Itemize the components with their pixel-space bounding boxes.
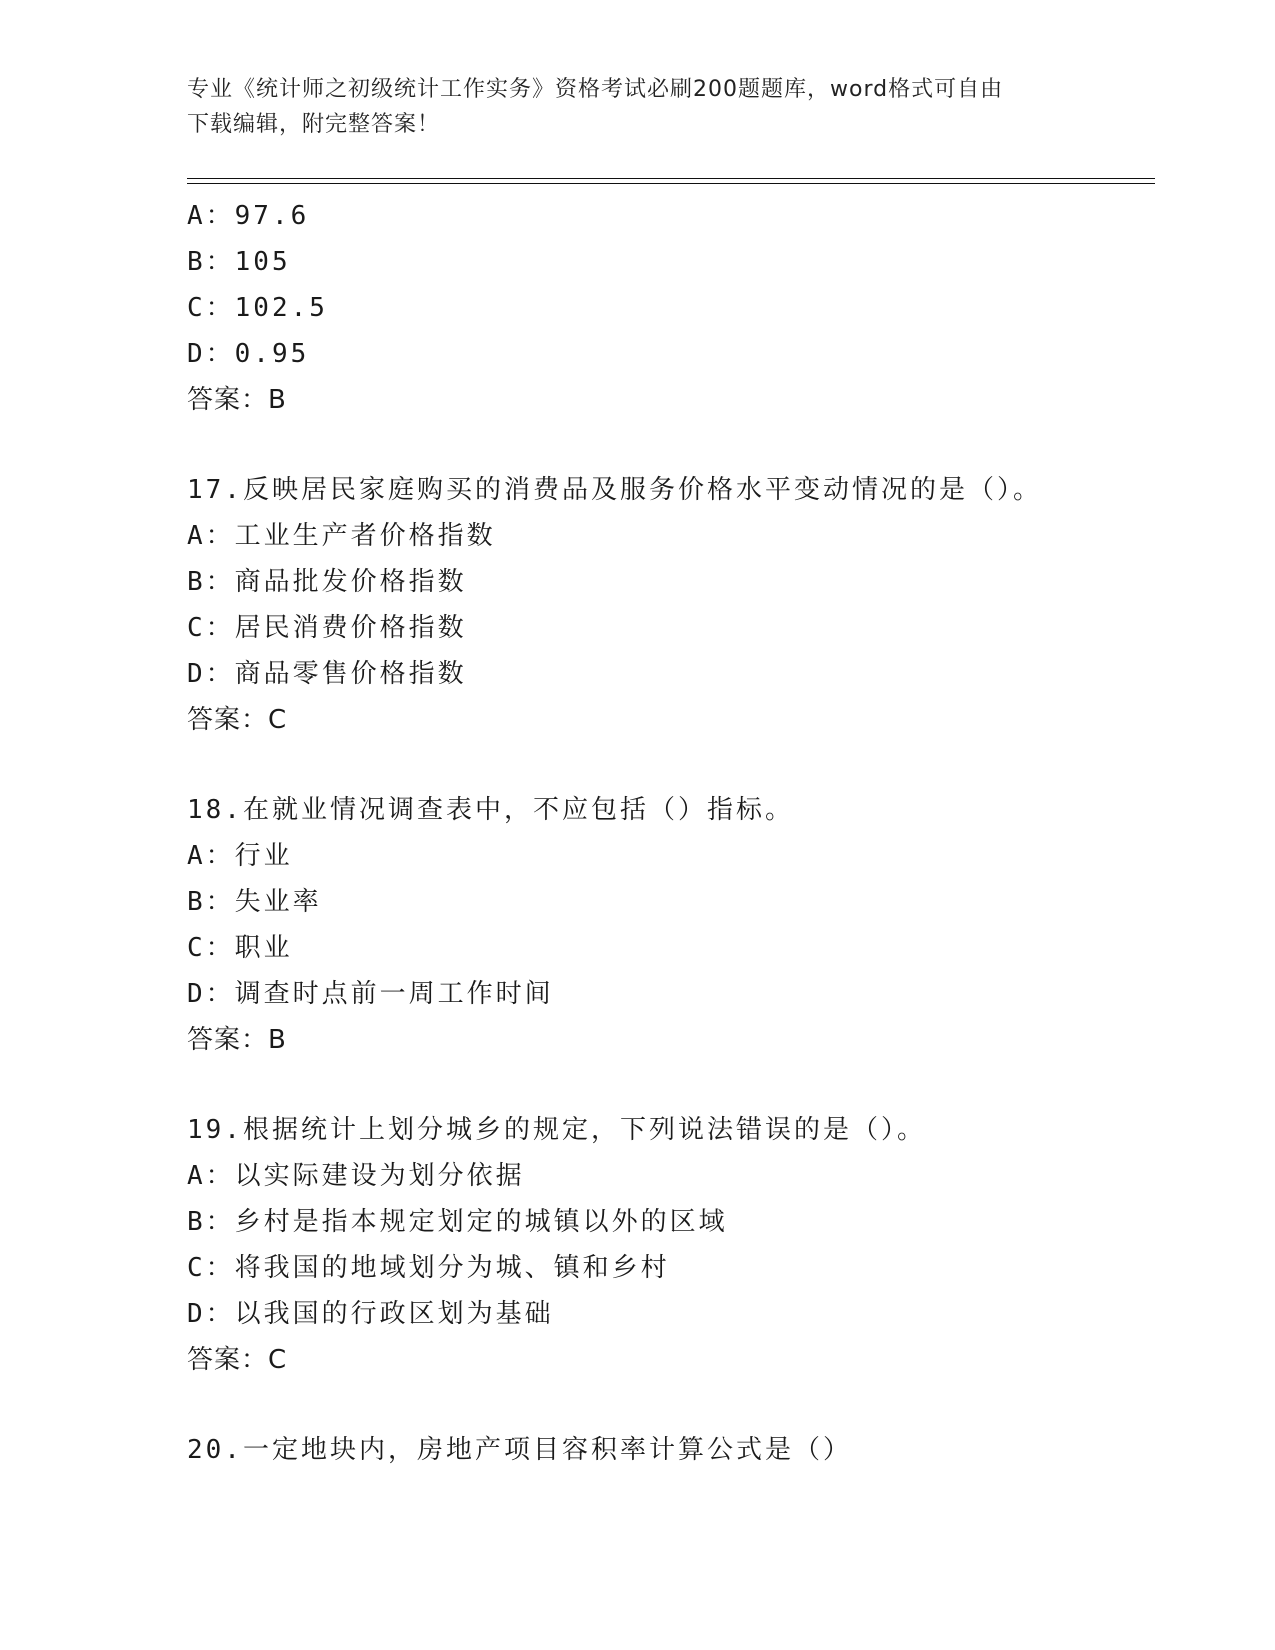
question-list [187,193,1147,1473]
option-a: A：97.6 [187,201,310,231]
option-b: B：商品批发价格指数 [187,567,467,597]
option-d: D：0.95 [187,339,310,369]
header-divider-bottom [187,183,1155,184]
option-c: C：居民消费价格指数 [187,613,467,643]
option-c: C：将我国的地域划分为城、镇和乡村 [187,1253,670,1283]
question-block-20 [187,1427,1147,1473]
option-b: B：105 [187,247,291,277]
question-block-18 [187,787,1147,1063]
question-stem: 17.反映居民家庭购买的消费品及服务价格水平变动情况的是（）。 [187,475,1042,505]
answer-line: 答案：B [187,385,287,415]
option-b: B：乡村是指本规定划定的城镇以外的区域 [187,1207,728,1237]
option-a: A：行业 [187,841,293,871]
question-stem: 19.根据统计上划分城乡的规定，下列说法错误的是（）。 [187,1115,926,1145]
question-block-17 [187,467,1147,743]
header-divider-top [187,178,1155,179]
answer-line: 答案：C [187,705,288,735]
option-a: A：工业生产者价格指数 [187,521,496,551]
option-c: C：102.5 [187,293,328,323]
question-block-16 [187,193,1147,423]
header-title-line-2: 下载编辑，附完整答案！ [187,112,441,137]
document-header [187,72,1077,142]
question-block-19 [187,1107,1147,1383]
option-b: B：失业率 [187,887,322,917]
answer-line: 答案：B [187,1025,287,1055]
option-a: A：以实际建设为划分依据 [187,1161,525,1191]
option-d: D：以我国的行政区划为基础 [187,1299,554,1329]
question-stem: 20.一定地块内，房地产项目容积率计算公式是（） [187,1435,852,1465]
question-stem: 18.在就业情况调查表中，不应包括（）指标。 [187,795,794,825]
answer-line: 答案：C [187,1345,288,1375]
option-d: D：商品零售价格指数 [187,659,467,689]
option-c: C：职业 [187,933,293,963]
header-title-line-1: 专业《统计师之初级统计工作实务》资格考试必刷200题题库，word格式可自由 [187,77,1004,102]
option-d: D：调查时点前一周工作时间 [187,979,554,1009]
